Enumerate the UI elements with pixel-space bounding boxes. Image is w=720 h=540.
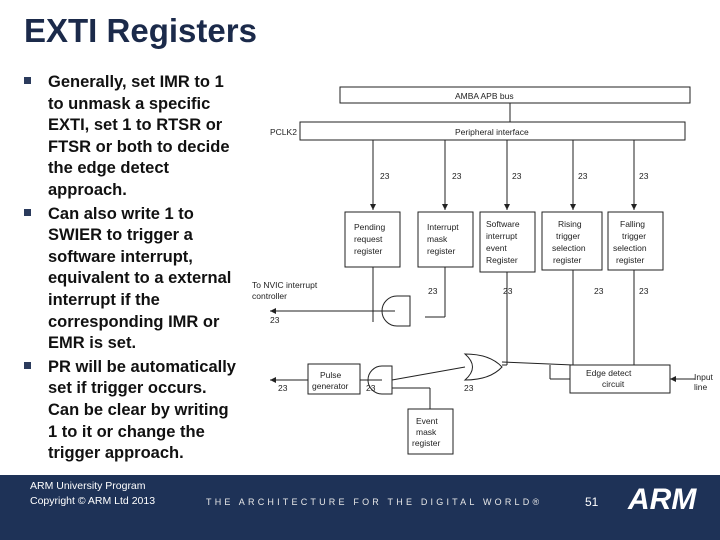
arm-logo: ARM	[628, 483, 697, 516]
bullet-item	[24, 72, 260, 202]
amba-bus-label: AMBA APB bus	[455, 91, 514, 101]
event-mask-register-label: Event mask register	[412, 416, 441, 448]
pending-register-label: Pending request register	[354, 222, 386, 256]
bus-width-label: 23	[578, 171, 588, 181]
bullet-marker-icon	[24, 209, 31, 216]
amba-bus-box	[340, 87, 690, 103]
edge-detect-label: Edge detect circuit	[586, 368, 632, 389]
bus-width-label: 23	[452, 171, 462, 181]
footer-program: ARM University Program	[30, 480, 146, 492]
bus-width-label: 23	[512, 171, 522, 181]
bus-width-label: 23	[639, 171, 649, 181]
peripheral-interface-label: Peripheral interface	[455, 127, 529, 137]
input-line-label: Input line	[694, 372, 713, 392]
footer-copyright: Copyright © ARM Ltd 2013	[30, 495, 156, 507]
bus-width-label: 23	[428, 286, 438, 296]
nvic-label: To NVIC interrupt controller	[252, 280, 318, 301]
footer-bar	[0, 475, 720, 540]
bus-width-label: 23	[639, 286, 649, 296]
bullet-list	[24, 72, 260, 467]
pclk-label: PCLK2	[270, 127, 297, 137]
bus-width-label: 23	[594, 286, 604, 296]
page-number: 51	[585, 495, 599, 509]
bullet-text: Can also write 1 to SWIER to trigger a software interrupt, equivalent to a external interrupt if the corresponding IMR or EMR is set.	[48, 204, 232, 353]
bus-width-label: 23	[503, 286, 513, 296]
bullet-marker-icon	[24, 362, 31, 369]
software-interrupt-register-label: Software interrupt event Register	[486, 219, 520, 265]
exti-block-diagram	[240, 82, 720, 467]
bus-width-label: 23	[464, 383, 474, 393]
bus-width-label: 23	[380, 171, 390, 181]
footer-tagline: THE ARCHITECTURE FOR THE DIGITAL WORLD®	[206, 497, 543, 507]
bullet-text: Generally, set IMR to 1 to unmask a specific EXTI, set 1 to RTSR or FTSR or both to decide the edge detect approach.	[48, 73, 230, 199]
bullet-item	[24, 357, 260, 465]
slide-title: EXTI Registers	[24, 12, 257, 49]
bullet-item	[24, 204, 260, 355]
bullet-text: PR will be automatically set if trigger occurs. Can be clear by writing 1 to it or change the trigger approach.	[48, 357, 236, 463]
pulse-generator-label: Pulse generator	[312, 370, 349, 391]
rising-trigger-register-label: Rising trigger selection register	[552, 219, 586, 265]
bus-width-label: 23	[270, 315, 280, 325]
bus-width-label: 23	[366, 383, 376, 393]
falling-trigger-register-label: Falling trigger selection register	[613, 219, 647, 265]
bullet-marker-icon	[24, 77, 31, 84]
interrupt-mask-register-label: Interrupt mask register	[427, 222, 459, 256]
or-gate	[465, 354, 502, 380]
bus-width-label: 23	[278, 383, 288, 393]
